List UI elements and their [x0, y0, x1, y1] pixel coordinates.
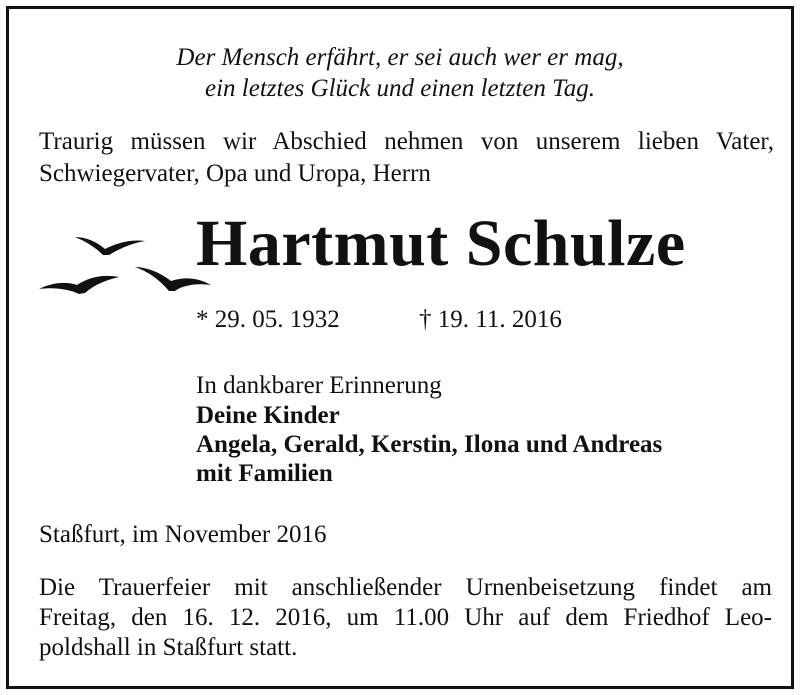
intro-line-2: Schwiegervater, Opa und Uropa, Herrn: [39, 160, 431, 187]
bird-icon: [75, 237, 145, 255]
death-date: † 19. 11. 2016: [419, 306, 562, 333]
motto-line-1: Der Mensch erfährt, er sei auch wer er mag,: [176, 44, 624, 71]
flying-birds-icon: [33, 219, 218, 309]
funeral-info-line-3: poldshall in Staßfurt statt.: [39, 634, 298, 661]
place-date: Staßfurt, im November 2016: [39, 521, 327, 548]
deceased-name: Hartmut Schulze: [196, 207, 686, 280]
funeral-info-line-2: Freitag, den 16. 12. 2016, um 11.00 Uhr auf dem Friedhof Leo-: [39, 604, 772, 631]
mourners-line-1: Deine Kinder: [196, 402, 340, 429]
intro-line-1: Traurig müssen wir Abschied nehmen von unserem lieben Vater,: [39, 128, 774, 155]
obituary-notice: [6, 6, 794, 689]
motto-line-2: ein letztes Glück und einen letzten Tag.: [205, 75, 595, 102]
remembrance-text: In dankbarer Erinnerung: [196, 372, 442, 399]
mourners-line-2: Angela, Gerald, Kerstin, Ilona und Andreas: [196, 431, 663, 458]
mourners-line-3: mit Familien: [196, 460, 333, 487]
bird-icon: [39, 276, 119, 294]
funeral-info-line-1: Die Trauerfeier mit anschließender Urnenbeisetzung findet am: [39, 574, 772, 601]
birth-date: * 29. 05. 1932: [196, 306, 340, 333]
